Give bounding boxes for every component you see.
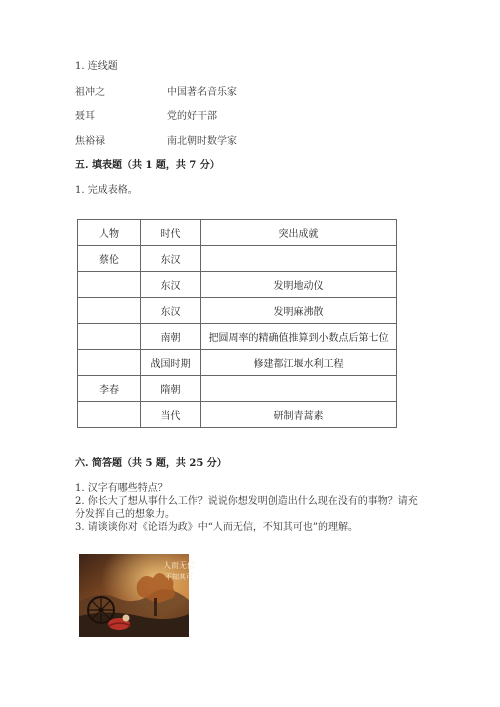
short-answer-question-2-cont: 分发挥自己的想象力。 [75,509,175,520]
table-cell-person: 蔡伦 [78,246,141,272]
short-answer-question-2: 2. 你长大了想从事什么工作？说说你想发明创造出什么现在没有的事物？请充 [75,496,418,507]
table-row [78,298,397,324]
table-row [78,402,397,428]
table-cell-era: 东汉 [141,272,201,298]
matching-left-1: 祖冲之 [75,87,105,98]
table-cell-person: 李春 [78,376,141,402]
svg-text:人而无信: 人而无信 [163,561,195,570]
table-header-cell: 突出成就 [201,220,397,246]
table-cell-person [78,298,141,324]
matching-right-1: 中国著名音乐家 [167,87,237,98]
table-cell-person [78,324,141,350]
table-header-cell: 时代 [141,220,201,246]
table-cell-era: 南朝 [141,324,201,350]
table-cell-achievement: 发明地动仪 [201,272,397,298]
table-cell-era: 战国时期 [141,350,201,376]
table-cell-achievement: 把圆周率的精确值推算到小数点后第七位 [201,324,397,350]
section5-question: 1. 完成表格。 [75,185,138,196]
table-row [78,376,397,402]
section5-title: 五. 填表题（共 1 题，共 7 分） [75,160,220,171]
table-cell-era: 当代 [141,402,201,428]
table-header-cell: 人物 [78,220,141,246]
matching-heading: 1. 连线题 [75,61,118,72]
table-cell-person [78,272,141,298]
table-row [78,350,397,376]
illustration-artwork [79,554,195,637]
table-row [78,246,397,272]
table-cell-achievement: 发明麻沸散 [201,298,397,324]
table-cell-era: 东汉 [141,298,201,324]
short-answer-question-1: 1. 汉字有哪些特点？ [75,483,168,494]
table-cell-achievement: 研制青蒿素 [201,402,397,428]
table-cell-achievement: 修建都江堰水利工程 [201,350,397,376]
short-answer-question-3: 3. 请谈谈你对《论语为政》中“人而无信，不知其可也”的理解。 [75,522,358,533]
table-cell-person [78,350,141,376]
matching-left-2: 聂耳 [75,111,95,122]
table-cell-person [78,402,141,428]
table-cell-era: 隋朝 [141,376,201,402]
matching-right-2: 党的好干部 [167,111,217,122]
section6-title: 六. 简答题（共 5 题，共 25 分） [75,458,227,469]
table-cell-achievement [201,246,397,272]
matching-right-3: 南北朝时数学家 [167,136,237,147]
table-cell-achievement [201,376,397,402]
table-cell-era: 东汉 [141,246,201,272]
fill-in-table [77,219,397,428]
table-header-row [78,220,397,246]
matching-left-3: 焦裕禄 [75,136,105,147]
svg-text:不知其可: 不知其可 [165,573,193,581]
illustration-image [79,554,195,637]
table-row [78,324,397,350]
table-row [78,272,397,298]
